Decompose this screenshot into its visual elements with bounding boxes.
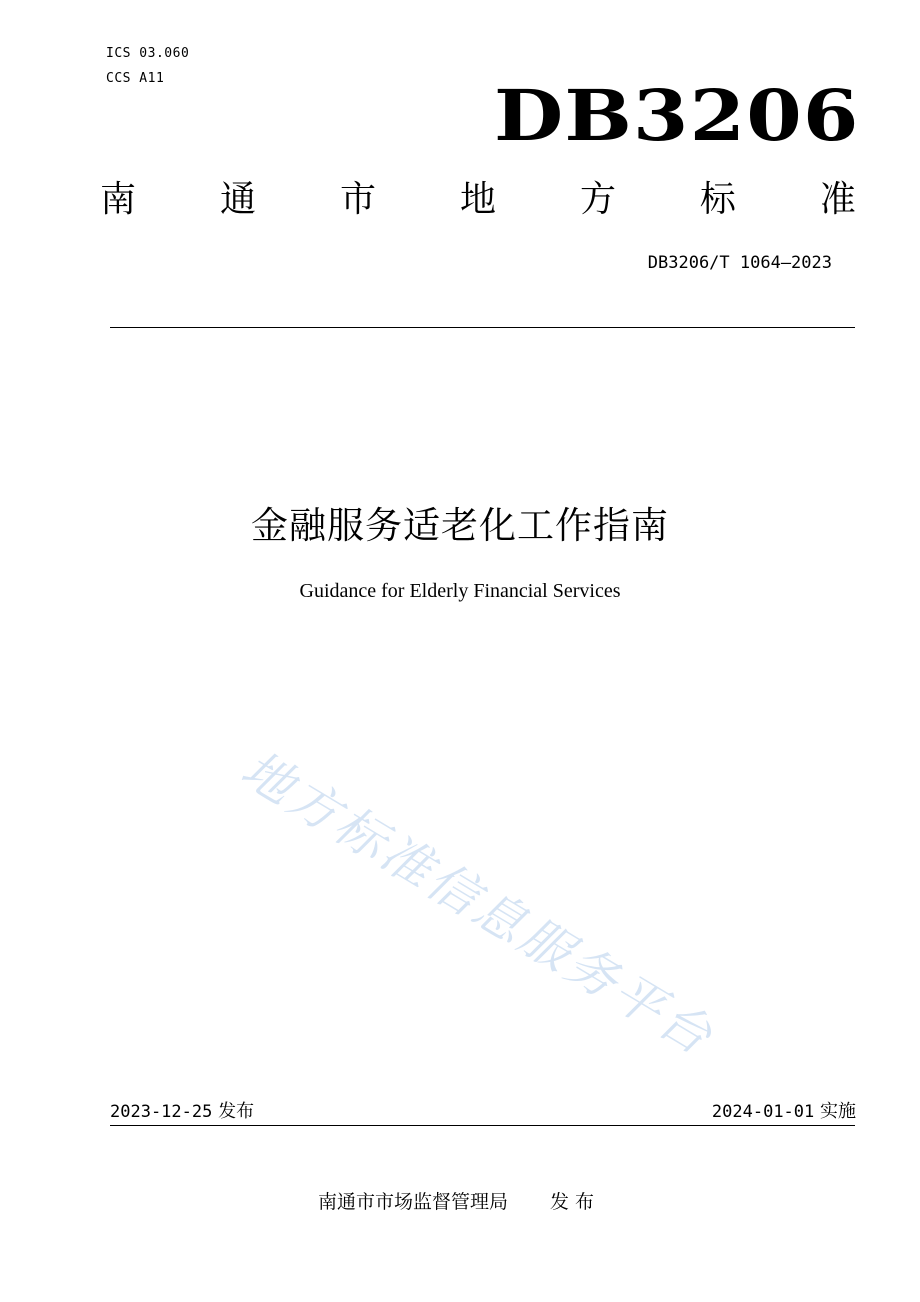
footer-divider [110,1125,855,1126]
category-char: 地 [459,179,496,220]
category-char: 市 [339,179,376,220]
ics-code: ICS 03.060 [106,46,190,61]
issue-date-value: 2023-12-25 [110,1102,213,1122]
implement-date-label: 实施 [820,1101,856,1122]
implement-date [712,1097,856,1123]
issuer-name: 南通市市场监督管理局 [318,1191,509,1213]
issue-date-label: 发布 [218,1101,255,1122]
category-char: 南 [100,179,137,220]
category-char: 标 [699,179,736,220]
ccs-code: CCS A11 [106,71,165,86]
watermark-text: 地方标准信息服务平台 [231,739,725,1068]
standard-category [100,176,856,224]
document-title-english: Guidance for Elderly Financial Services [299,580,621,602]
document-number: DB3206/T 1064—2023 [647,253,832,273]
category-char: 通 [219,179,256,220]
issuer-action: 发 布 [550,1191,595,1213]
header-divider [110,327,855,328]
issuer-line [318,1187,594,1214]
implement-date-value: 2024-01-01 [711,1102,815,1122]
category-char: 方 [579,179,616,220]
standard-logo: DB3206 [494,74,860,157]
document-title: 金融服务适老化工作指南 [251,504,669,547]
category-char: 准 [819,179,856,220]
issue-date [110,1097,254,1123]
